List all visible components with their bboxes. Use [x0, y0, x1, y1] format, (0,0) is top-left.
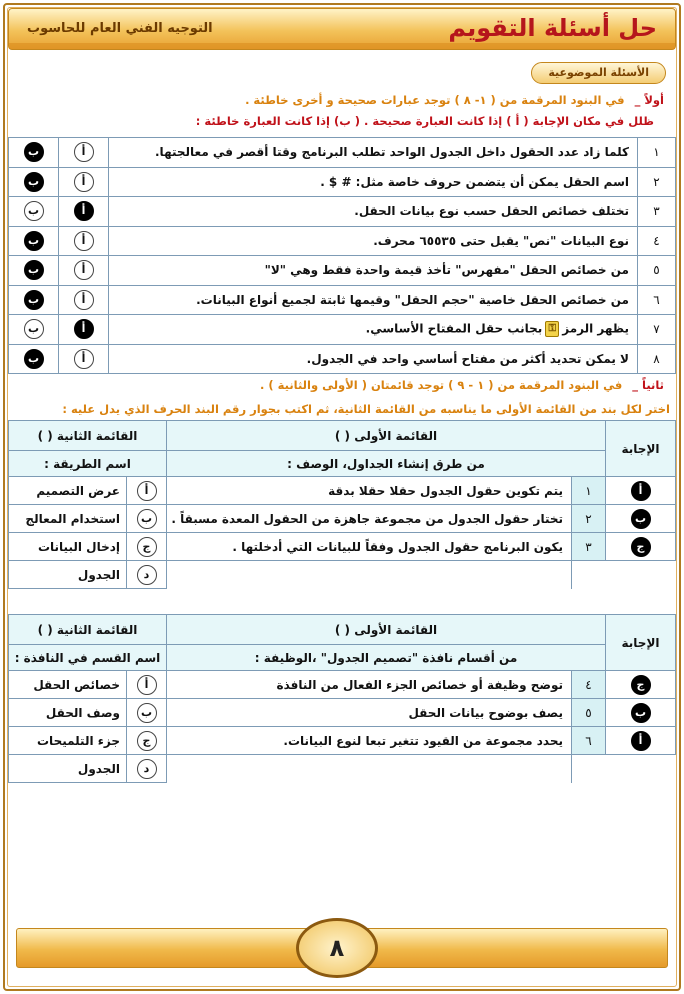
match-item-number: ٣ [572, 533, 606, 561]
match-item-description: يكون البرنامج حقول الجدول وفقاً للبيانات التي أدخلتها . [167, 533, 572, 561]
option-letter-bubble: أ [137, 675, 157, 695]
tf-option-b-cell [9, 138, 59, 168]
part2-text1: في البنود المرقمة من ( ١ - ٩ ) توجد قائمتان ( الأولى والثانية ) . [260, 378, 623, 392]
option-letter-bubble: ب [137, 703, 157, 723]
option-a-bubble[interactable]: أ [74, 290, 94, 310]
match-item-description [167, 561, 572, 589]
tf-row-number: ٤ [638, 226, 676, 256]
header-bar [9, 43, 675, 49]
list1-subheader: من طرق إنشاء الجداول، الوصف : [167, 451, 606, 477]
tf-option-a-cell [59, 344, 109, 374]
section-tag: الأسئلة الموضوعية [531, 62, 666, 84]
match-option-letter-cell [127, 755, 167, 783]
match-option-letter-cell [127, 477, 167, 505]
match-item-number: ٢ [572, 505, 606, 533]
answer-bubble[interactable]: ج [631, 675, 651, 695]
match-header-row [9, 615, 676, 645]
option-a-bubble[interactable]: أ [74, 172, 94, 192]
match-row [9, 477, 676, 505]
answer-header: الإجابة [606, 421, 676, 477]
answer-bubble[interactable]: ب [631, 509, 651, 529]
tf-option-b-cell [9, 226, 59, 256]
tf-option-b-cell [9, 344, 59, 374]
tf-row-statement: تختلف خصائص الحقل حسب نوع بيانات الحقل. [109, 197, 638, 227]
tf-row-number: ٢ [638, 167, 676, 197]
tf-option-a-cell [59, 167, 109, 197]
match-table-2 [8, 614, 676, 783]
tf-text-post: بجانب حقل المفتاح الأساسي. [365, 321, 543, 336]
tf-row-statement: من خصائص الحقل خاصية "حجم الحقل" وقيمها ثابتة لجميع أنواع البيانات. [109, 285, 638, 315]
match-item-number: ١ [572, 477, 606, 505]
header-banner [8, 8, 676, 50]
option-letter-bubble: ج [137, 537, 157, 557]
option-letter-bubble: ب [137, 509, 157, 529]
match-answer-cell [606, 671, 676, 699]
tf-text-pre: يظهر الرمز [562, 321, 629, 336]
match-row [9, 505, 676, 533]
tf-option-a-cell [59, 138, 109, 168]
tf-row-statement [109, 315, 638, 345]
match-option-letter-cell [127, 671, 167, 699]
tf-option-a-cell [59, 256, 109, 286]
tf-row [9, 197, 676, 227]
option-b-bubble[interactable]: ب [24, 172, 44, 192]
part1-line1 [239, 93, 664, 107]
answer-bubble[interactable]: ب [631, 703, 651, 723]
answer-header: الإجابة [606, 615, 676, 671]
match-answer-cell [606, 699, 676, 727]
option-letter-bubble: د [137, 759, 157, 779]
true-false-table [8, 137, 676, 374]
match-subheader-row [9, 451, 676, 477]
option-b-bubble[interactable]: ب [24, 260, 44, 280]
tf-row [9, 167, 676, 197]
part1-text1: في البنود المرقمة من ( ١- ٨ ) توجد عبارات صحيحة و أخرى خاطئة . [245, 93, 625, 107]
match-row [9, 671, 676, 699]
tf-option-b-cell [9, 285, 59, 315]
list2-subheader: اسم القسم في النافذة : [9, 645, 167, 671]
match-answer-cell [606, 727, 676, 755]
option-b-bubble[interactable]: ب [24, 201, 44, 221]
list2-header: القائمة الثانية ( ) [9, 421, 167, 451]
tf-row-number: ٣ [638, 197, 676, 227]
match-option-text: خصائص الحقل [9, 671, 127, 699]
option-letter-bubble: د [137, 565, 157, 585]
match-option-letter-cell [127, 505, 167, 533]
answer-bubble[interactable]: أ [631, 481, 651, 501]
tf-row-number: ٦ [638, 285, 676, 315]
list2-subheader: اسم الطريقة : [9, 451, 167, 477]
option-a-bubble[interactable]: أ [74, 201, 94, 221]
tf-row [9, 285, 676, 315]
match-item-number: ٤ [572, 671, 606, 699]
match-answer-cell [606, 533, 676, 561]
match-row [9, 727, 676, 755]
match-row [9, 699, 676, 727]
match-item-description: يتم تكوين حقول الجدول حقلا حقلا بدقة [167, 477, 572, 505]
tf-row-number: ١ [638, 138, 676, 168]
match-answer-cell [606, 505, 676, 533]
match-item-number [572, 755, 606, 783]
match-option-letter-cell [127, 727, 167, 755]
page-number: ٨ [296, 918, 378, 978]
part1-label: أولاً _ [634, 93, 664, 107]
option-a-bubble[interactable]: أ [74, 349, 94, 369]
tf-row [9, 315, 676, 345]
match-item-description [167, 755, 572, 783]
header-subtitle: التوجيه الفني العام للحاسوب [27, 21, 213, 36]
tf-row-number: ٧ [638, 315, 676, 345]
match-item-number: ٥ [572, 699, 606, 727]
part2-line2: اختر لكل بند من القائمة الأولى ما يناسبه من القائمة الثانية، ثم اكتب بجوار رقم البند الحرف الذي يدل عليه : [62, 402, 670, 416]
option-b-bubble[interactable]: ب [24, 319, 44, 339]
match-item-number: ٦ [572, 727, 606, 755]
option-a-bubble[interactable]: أ [74, 231, 94, 251]
match-option-text: وصف الحقل [9, 699, 127, 727]
page-title: حل أسئلة التقويم [448, 14, 657, 42]
tf-row-statement: اسم الحقل يمكن أن يتضمن حروف خاصة مثل: # $ . [109, 167, 638, 197]
match-item-description: توضح وظيفة أو خصائص الجزء الفعال من النافذة [167, 671, 572, 699]
match-option-text: الجدول [9, 561, 127, 589]
tf-row-statement: لا يمكن تحديد أكثر من مفتاح أساسي واحد في الجدول. [109, 344, 638, 374]
option-b-bubble[interactable]: ب [24, 349, 44, 369]
tf-option-a-cell [59, 315, 109, 345]
tf-row-statement: كلما زاد عدد الحقول داخل الجدول الواحد تطلب البرنامج وقتا أقصر في معالجتها. [109, 138, 638, 168]
key-icon: ⚿ [545, 321, 559, 337]
tf-row [9, 226, 676, 256]
tf-row [9, 256, 676, 286]
tf-row [9, 138, 676, 168]
answer-bubble[interactable]: أ [631, 731, 651, 751]
list1-subheader: من أقسام نافذة "تصميم الجدول" ،الوظيفة : [167, 645, 606, 671]
list2-header: القائمة الثانية ( ) [9, 615, 167, 645]
match-item-number [572, 561, 606, 589]
tf-option-b-cell [9, 256, 59, 286]
match-item-description: تختار حقول الجدول من مجموعة جاهزة من الحقول المعدة مسبقاً . [167, 505, 572, 533]
tf-row-number: ٨ [638, 344, 676, 374]
option-a-bubble[interactable]: أ [74, 142, 94, 162]
match-item-description: يصف بوضوح بيانات الحقل [167, 699, 572, 727]
option-letter-bubble: ج [137, 731, 157, 751]
match-answer-cell [606, 477, 676, 505]
match-option-letter-cell [127, 561, 167, 589]
tf-row-number: ٥ [638, 256, 676, 286]
tf-option-b-cell [9, 315, 59, 345]
tf-option-b-cell [9, 197, 59, 227]
list1-header: القائمة الأولى ( ) [167, 421, 606, 451]
option-a-bubble[interactable]: أ [74, 319, 94, 339]
tf-option-a-cell [59, 285, 109, 315]
match-option-text: عرض التصميم [9, 477, 127, 505]
part2-line1 [254, 378, 664, 392]
match-item-description: يحدد مجموعة من القيود تتغير تبعا لنوع البيانات. [167, 727, 572, 755]
match-option-text: جزء التلميحات [9, 727, 127, 755]
match-option-letter-cell [127, 533, 167, 561]
list1-header: القائمة الأولى ( ) [167, 615, 606, 645]
option-b-bubble[interactable]: ب [24, 142, 44, 162]
tf-option-a-cell [59, 197, 109, 227]
tf-row-statement: نوع البيانات "نص" يقبل حتى ٦٥٥٣٥ محرف. [109, 226, 638, 256]
match-option-text: الجدول [9, 755, 127, 783]
match-subheader-row [9, 645, 676, 671]
match-answer-cell [606, 755, 676, 783]
match-row [9, 561, 676, 589]
match-header-row [9, 421, 676, 451]
match-option-text: استخدام المعالج [9, 505, 127, 533]
answer-bubble[interactable]: ج [631, 537, 651, 557]
match-row [9, 755, 676, 783]
tf-row-statement: من خصائص الحقل "مفهرس" تأخذ قيمة واحدة فقط وهي "لا" [109, 256, 638, 286]
option-b-bubble[interactable]: ب [24, 231, 44, 251]
part2-label: ثانياً _ [632, 378, 664, 392]
option-a-bubble[interactable]: أ [74, 260, 94, 280]
match-answer-cell [606, 561, 676, 589]
match-option-letter-cell [127, 699, 167, 727]
option-b-bubble[interactable]: ب [24, 290, 44, 310]
tf-option-b-cell [9, 167, 59, 197]
match-table-1 [8, 420, 676, 589]
tf-row [9, 344, 676, 374]
tf-option-a-cell [59, 226, 109, 256]
part1-line2: ظلل في مكان الإجابة ( أ ) إذا كانت العبارة صحيحة . ( ب) إذا كانت العبارة خاطئة : [195, 114, 654, 128]
match-row [9, 533, 676, 561]
option-letter-bubble: أ [137, 481, 157, 501]
match-option-text: إدخال البيانات [9, 533, 127, 561]
